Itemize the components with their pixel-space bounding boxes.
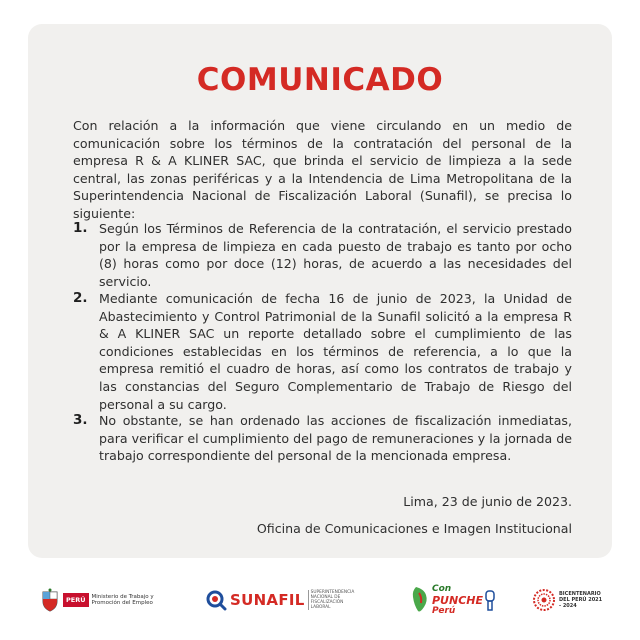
date-line: Lima, 23 de junio de 2023. [403, 494, 572, 509]
intro-paragraph: Con relación a la información que viene circulando en un medio de comunicación sobre los términos de la contratación del personal de la empresa R & A KLINER SAC, que brinda el servicio de limpieza a la sede central, las zonas periféricas y a la Intendencia de Lima Metropolitana de la Superintendencia Nacional de Fiscalización Laboral (Sunafil), se precisa lo siguiente: [73, 118, 572, 221]
con-punche-peru-logo [410, 580, 497, 620]
mintra-name: Ministerio de Trabajo y Promoción del Empleo [91, 593, 154, 606]
punche-main-text: PUNCHE [432, 593, 483, 607]
item-text: No obstante, se han ordenado las acciones de fiscalización inmediatas, para verificar el cumplimiento del pago de remuneraciones y la jornada de trabajo correspondiente del personal de la mencionada empresa. [99, 413, 572, 464]
punche-con-text: Con [432, 583, 452, 594]
item-number: 2. [73, 290, 88, 306]
peru-map-icon [410, 585, 430, 615]
item-number: 1. [73, 220, 88, 236]
coat-of-arms-icon [40, 588, 60, 612]
fist-icon [483, 589, 497, 611]
item-text: Según los Términos de Referencia de la contratación, el servicio prestado por la empresa de limpieza en cada puesto de trabajo es tanto por ocho (8) horas como por doce (12) horas, de acuerdo a las necesidades del servicio. [99, 221, 572, 289]
item-number: 3. [73, 412, 88, 428]
punche-country-text: Perú [432, 605, 456, 616]
footer-logos [0, 570, 640, 630]
sunafil-name: SUNAFIL [230, 591, 305, 609]
page-title: COMUNICADO [196, 62, 444, 98]
item-text: Mediante comunicación de fecha 16 de junio de 2023, la Unidad de Abastecimiento y Control Patrimonial de la Sunafil solicitó a la empresa R & A KLINER SAC un reporte detallado sobre el cumplimiento de las condiciones establecidas en los términos de referencia, a lo que la empresa remitió el cuadro de horas, así como los contratos de trabajo y las constancias del Seguro Complementario de Trabajo de Riesgo del personal a su cargo. [99, 291, 572, 412]
peru-badge: PERÚ [63, 593, 89, 607]
signature-office: Oficina de Comunicaciones e Imagen Institucional [256, 521, 572, 536]
mintra-logo [40, 580, 162, 620]
magnifier-icon [205, 589, 227, 611]
bicentenario-logo [532, 580, 605, 620]
bicentenario-text: BICENTENARIO DEL PERÚ 2021 - 2024 [559, 591, 603, 609]
statement-card [28, 24, 612, 558]
sunafil-subtitle: SUPERINTENDENCIA NACIONAL DE FISCALIZACIÓN LABORAL [308, 590, 357, 610]
sunafil-logo [205, 580, 357, 620]
bicentenario-emblem-icon [532, 588, 556, 612]
